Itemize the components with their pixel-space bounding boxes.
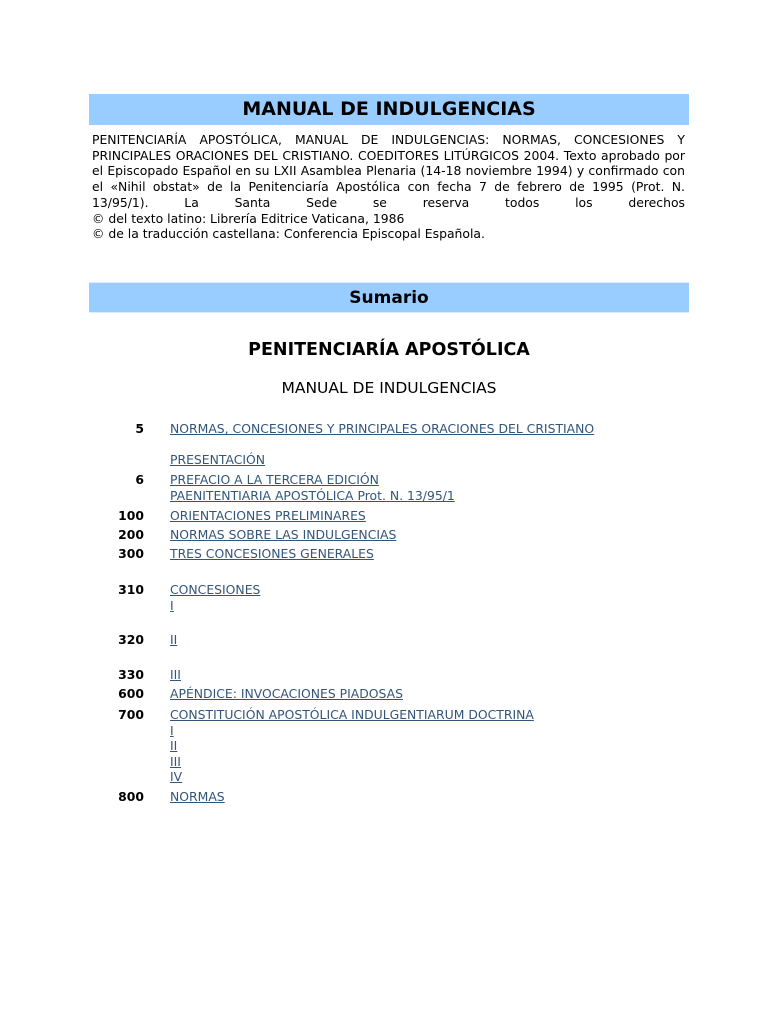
toc-number: 320 [118, 632, 144, 647]
toc-link-normas-concesiones[interactable]: NORMAS, CONCESIONES Y PRINCIPALES ORACIONES DEL CRISTIANO [170, 421, 595, 436]
toc-link-constitucion[interactable]: CONSTITUCIÓN APOSTÓLICA INDULGENTIARUM DOCTRINA [170, 707, 534, 722]
document-subheading: MANUAL DE INDULGENCIAS [281, 379, 497, 397]
summary-title: Sumario [349, 288, 429, 308]
toc-number: 6 [135, 472, 144, 487]
toc-number: 100 [118, 508, 144, 523]
toc-number: 300 [118, 546, 144, 561]
document-heading: PENITENCIARÍA APOSTÓLICA [248, 340, 530, 360]
title-banner [89, 94, 689, 125]
toc-number: 330 [118, 667, 144, 682]
toc-link-constitucion-ii[interactable]: II [170, 738, 178, 753]
toc-link-concesiones-i[interactable]: I [170, 598, 174, 613]
toc-link-constitucion-iv[interactable]: IV [170, 769, 183, 784]
intro-block [92, 132, 685, 242]
toc-link-constitucion-iii[interactable]: III [170, 754, 181, 769]
intro-text: PENITENCIARÍA APOSTÓLICA, MANUAL DE INDULGENCIAS: NORMAS, CONCESIONES Y PRINCIPALES ORACIONES DEL CRISTIANO. COEDITORES LITÚRGICOS 2004. Texto aprobado por el Episcopado Español en su LXII Asamblea Plenaria (14-18 noviembre 1994) y confirmado con el «Nihil obstat» de la Penitenciaría Apostólica con fecha 7 de febrero de 1995 (Prot. N. 13/95/1). La Santa Sede se reserva todos los derechos [92, 132, 685, 210]
copyright-spanish: © de la traducción castellana: Conferencia Episcopal Española. [92, 226, 485, 242]
toc-link-presentacion[interactable]: PRESENTACIÓN [170, 452, 266, 467]
toc-number: 800 [118, 789, 144, 804]
page-title: MANUAL DE INDULGENCIAS [242, 98, 536, 120]
toc-link-apendice[interactable]: APÉNDICE: INVOCACIONES PIADOSAS [170, 686, 403, 701]
toc-link-constitucion-i[interactable]: I [170, 723, 174, 738]
toc-link-concesiones-iii[interactable]: III [170, 667, 181, 682]
summary-banner [89, 282, 689, 313]
toc-link-normas[interactable]: NORMAS [170, 789, 225, 804]
toc-link-tres-concesiones[interactable]: TRES CONCESIONES GENERALES [170, 546, 374, 561]
toc-number: 600 [118, 686, 144, 701]
toc-number: 200 [118, 527, 144, 542]
toc-number: 5 [135, 421, 144, 436]
toc-link-paenitentiaria[interactable]: PAENITENTIARIA APOSTÓLICA Prot. N. 13/95/1 [170, 488, 455, 503]
toc-link-prefacio[interactable]: PREFACIO A LA TERCERA EDICIÓN [170, 472, 379, 487]
copyright-latin: © del texto latino: Librería Editrice Vaticana, 1986 [92, 210, 405, 226]
toc-link-concesiones-ii[interactable]: II [170, 632, 178, 647]
toc-number: 700 [118, 707, 144, 722]
toc-link-concesiones[interactable]: CONCESIONES [170, 582, 261, 597]
toc-number: 310 [118, 582, 144, 597]
toc-link-orientaciones[interactable]: ORIENTACIONES PRELIMINARES [170, 508, 366, 523]
toc-link-normas-indulgencias[interactable]: NORMAS SOBRE LAS INDULGENCIAS [170, 527, 397, 542]
